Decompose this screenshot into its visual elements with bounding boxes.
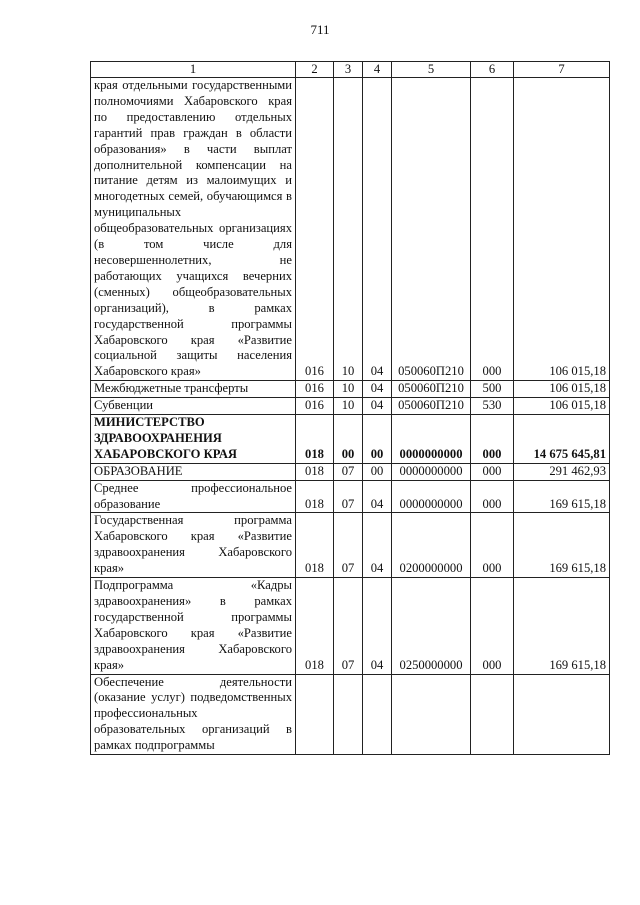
row-description: Межбюджетные трансферты [91, 381, 296, 398]
row-description: края отдельными государственными полномочиями Хабаровского края по предоставлению отдельных гарантий прав граждан в области образования» в части выплат дополнительной компенсации на питание детям из малоимущих и многодетных семей, обучающимся в муниципальных общеобразовательных организациях (в том числе для несовершеннолетних, не работающих учащихся вечерних (сменных) общеобразовательных организаций), в рамках государственной программы Хабаровского края «Развитие социальной защиты населения Хабаровского края» [91, 78, 296, 381]
cell-expense-type: 500 [471, 381, 514, 398]
cell-expense-type [471, 674, 514, 755]
row-description: Подпрограмма «Кадры здравоохранения» в рамках государственной программы Хабаровского края «Развитие здравоохранения Хабаровского края» [91, 578, 296, 674]
cell-section: 00 [334, 415, 363, 464]
table-row [91, 674, 610, 755]
row-description: Государственная программа Хабаровского края «Развитие здравоохранения Хабаровского края» [91, 513, 296, 578]
cell-subsection: 04 [363, 578, 392, 674]
cell-expense-type: 000 [471, 578, 514, 674]
table-row [91, 381, 610, 398]
cell-amount: 106 015,18 [514, 78, 610, 381]
cell-target-article: 0200000000 [392, 513, 471, 578]
cell-ministry-code: 018 [296, 463, 334, 480]
column-header: 1 [91, 62, 296, 78]
cell-target-article: 050060П210 [392, 78, 471, 381]
table-row [91, 513, 610, 578]
cell-subsection [363, 674, 392, 755]
cell-subsection: 04 [363, 513, 392, 578]
column-header: 2 [296, 62, 334, 78]
cell-amount: 291 462,93 [514, 463, 610, 480]
cell-ministry-code: 016 [296, 78, 334, 381]
cell-expense-type: 000 [471, 480, 514, 513]
page-number: 711 [310, 22, 330, 37]
cell-amount: 106 015,18 [514, 398, 610, 415]
column-header: 6 [471, 62, 514, 78]
column-header: 3 [334, 62, 363, 78]
cell-section: 07 [334, 463, 363, 480]
column-header: 4 [363, 62, 392, 78]
cell-section: 07 [334, 578, 363, 674]
cell-subsection: 04 [363, 78, 392, 381]
cell-amount: 169 615,18 [514, 513, 610, 578]
table-row [91, 78, 610, 381]
cell-target-article: 0000000000 [392, 463, 471, 480]
cell-amount [514, 674, 610, 755]
cell-ministry-code: 018 [296, 415, 334, 464]
table-header-row [91, 62, 610, 78]
cell-subsection: 00 [363, 415, 392, 464]
cell-ministry-code: 018 [296, 578, 334, 674]
cell-section [334, 674, 363, 755]
cell-expense-type: 000 [471, 463, 514, 480]
cell-section: 07 [334, 480, 363, 513]
table-row [91, 463, 610, 480]
cell-expense-type: 530 [471, 398, 514, 415]
cell-ministry-code: 018 [296, 480, 334, 513]
row-description: Обеспечение деятельности (оказание услуг) подведомственных профессиональных образовательных организаций в рамках подпрограммы [91, 674, 296, 755]
cell-expense-type: 000 [471, 78, 514, 381]
row-description: МИНИСТЕРСТВО ЗДРАВООХРАНЕНИЯ ХАБАРОВСКОГО КРАЯ [91, 415, 296, 464]
cell-amount: 14 675 645,81 [514, 415, 610, 464]
cell-target-article [392, 674, 471, 755]
table-row [91, 398, 610, 415]
cell-target-article: 050060П210 [392, 398, 471, 415]
cell-section: 07 [334, 513, 363, 578]
cell-section: 10 [334, 78, 363, 381]
column-header: 5 [392, 62, 471, 78]
cell-subsection: 00 [363, 463, 392, 480]
budget-table [90, 61, 610, 755]
cell-expense-type: 000 [471, 415, 514, 464]
row-description: Среднее профессиональное образование [91, 480, 296, 513]
cell-ministry-code: 018 [296, 513, 334, 578]
cell-ministry-code: 016 [296, 381, 334, 398]
table-row [91, 480, 610, 513]
cell-target-article: 050060П210 [392, 381, 471, 398]
row-description: Субвенции [91, 398, 296, 415]
column-header: 7 [514, 62, 610, 78]
cell-target-article: 0000000000 [392, 415, 471, 464]
cell-subsection: 04 [363, 398, 392, 415]
cell-amount: 169 615,18 [514, 578, 610, 674]
table-row [91, 415, 610, 464]
cell-expense-type: 000 [471, 513, 514, 578]
cell-subsection: 04 [363, 480, 392, 513]
cell-target-article: 0000000000 [392, 480, 471, 513]
table-row [91, 578, 610, 674]
cell-section: 10 [334, 398, 363, 415]
cell-target-article: 0250000000 [392, 578, 471, 674]
cell-subsection: 04 [363, 381, 392, 398]
cell-amount: 106 015,18 [514, 381, 610, 398]
cell-amount: 169 615,18 [514, 480, 610, 513]
cell-section: 10 [334, 381, 363, 398]
row-description: ОБРАЗОВАНИЕ [91, 463, 296, 480]
cell-ministry-code [296, 674, 334, 755]
cell-ministry-code: 016 [296, 398, 334, 415]
